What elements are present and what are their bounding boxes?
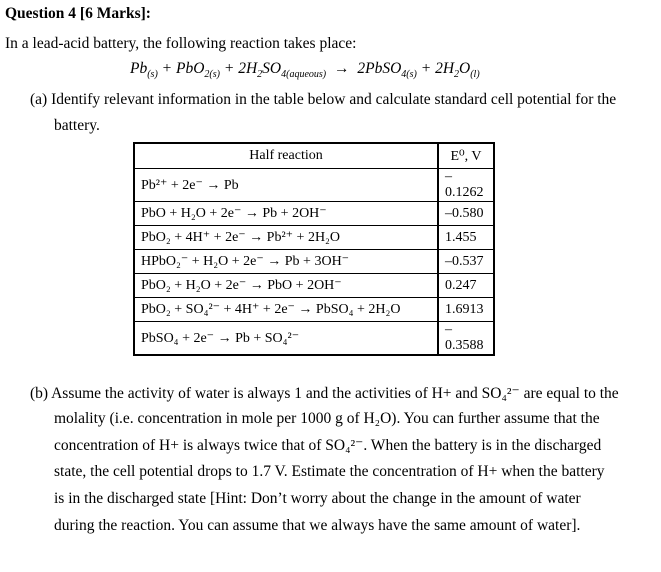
potential-cell: –0.580 <box>438 202 494 226</box>
half-reaction-cell: PbO₂ + 4H⁺ + 2e⁻ → Pb²⁺ + 2H₂O <box>134 226 438 250</box>
header-half-reaction: Half reaction <box>134 143 438 169</box>
eq-reactant-3-state: 4(aqueous) <box>281 69 327 81</box>
half-reaction-cell: PbO₂ + H₂O + 2e⁻ → PbO + 2OH⁻ <box>134 274 438 298</box>
potential-cell: –0.537 <box>438 250 494 274</box>
table-row <box>134 274 494 298</box>
eq-product-2-state: (l) <box>470 69 480 81</box>
eq-product-2: 2H <box>435 60 455 77</box>
half-reaction-cell: PbO₂ + SO₄²⁻ + 4H⁺ + 2e⁻ → PbSO₄ + 2H₂O <box>134 298 438 322</box>
half-reaction-cell: PbO + H₂O + 2e⁻ → Pb + 2OH⁻ <box>134 202 438 226</box>
half-reaction-cell: Pb²⁺ + 2e⁻ → Pb <box>134 169 438 202</box>
part-b-line-1: (b) Assume the activity of water is always 1 and the activities of H+ and SO₄²⁻ are equal to the <box>30 385 619 402</box>
eq-plus-2: + <box>223 60 235 77</box>
eq-product-2-sub: 2 <box>454 69 460 81</box>
eq-reactant-3-sub: 2 <box>257 69 263 81</box>
potential-cell: 1.6913 <box>438 298 494 322</box>
potential-cell: –0.3588 <box>438 322 494 356</box>
eq-arrow: → <box>333 60 350 77</box>
question-title: Question 4 [6 Marks]: <box>5 5 151 22</box>
question-intro: In a lead-acid battery, the following reaction takes place: <box>5 35 357 52</box>
table-row <box>134 226 494 250</box>
eq-reactant-1-state: (s) <box>147 69 158 81</box>
table-row <box>134 322 494 356</box>
eq-reactant-3: 2H <box>238 60 258 77</box>
potential-cell: 0.247 <box>438 274 494 298</box>
half-reaction-cell: PbSO₄ + 2e⁻ → Pb + SO₄²⁻ <box>134 322 438 356</box>
table-header-row <box>134 143 494 169</box>
eq-reactant-3b: SO <box>262 60 282 77</box>
eq-reactant-2: PbO <box>176 60 205 77</box>
eq-reactant-1: Pb <box>130 60 148 77</box>
part-b-line-3: concentration of H+ is always twice that of SO₄²⁻. When the battery is in the discharged <box>54 437 602 454</box>
eq-plus-1: + <box>161 60 173 77</box>
part-b-line-4: state, the cell potential drops to 1.7 V. Estimate the concentration of H+ when the battery <box>54 463 605 480</box>
eq-plus-3: + <box>420 60 432 77</box>
part-a-line-2: battery. <box>54 117 100 134</box>
potential-cell: 1.455 <box>438 226 494 250</box>
eq-reactant-2-state: 2(s) <box>204 69 220 81</box>
reaction-equation <box>130 60 480 81</box>
eq-product-2b: O <box>459 60 471 77</box>
header-potential: E⁰, V <box>438 143 494 169</box>
part-a-line-1: (a) Identify relevant information in the table below and calculate standard cell potential for the <box>30 91 617 108</box>
eq-product-1-state: 4(s) <box>401 69 417 81</box>
table-row <box>134 202 494 226</box>
part-b-line-2: molality (i.e. concentration in mole per 1000 g of H₂O). You can further assume that the <box>54 410 600 427</box>
half-reaction-table <box>133 142 495 356</box>
part-b-line-6: during the reaction. You can assume that we always have the same amount of water]. <box>54 517 581 534</box>
eq-product-1: 2PbSO <box>357 60 402 77</box>
potential-cell: –0.1262 <box>438 169 494 202</box>
table-row <box>134 169 494 202</box>
half-reaction-cell: HPbO₂⁻ + H₂O + 2e⁻ → Pb + 3OH⁻ <box>134 250 438 274</box>
table-row <box>134 298 494 322</box>
table-row <box>134 250 494 274</box>
part-b-line-5: is in the discharged state [Hint: Don’t worry about the change in the amount of water <box>54 490 581 507</box>
